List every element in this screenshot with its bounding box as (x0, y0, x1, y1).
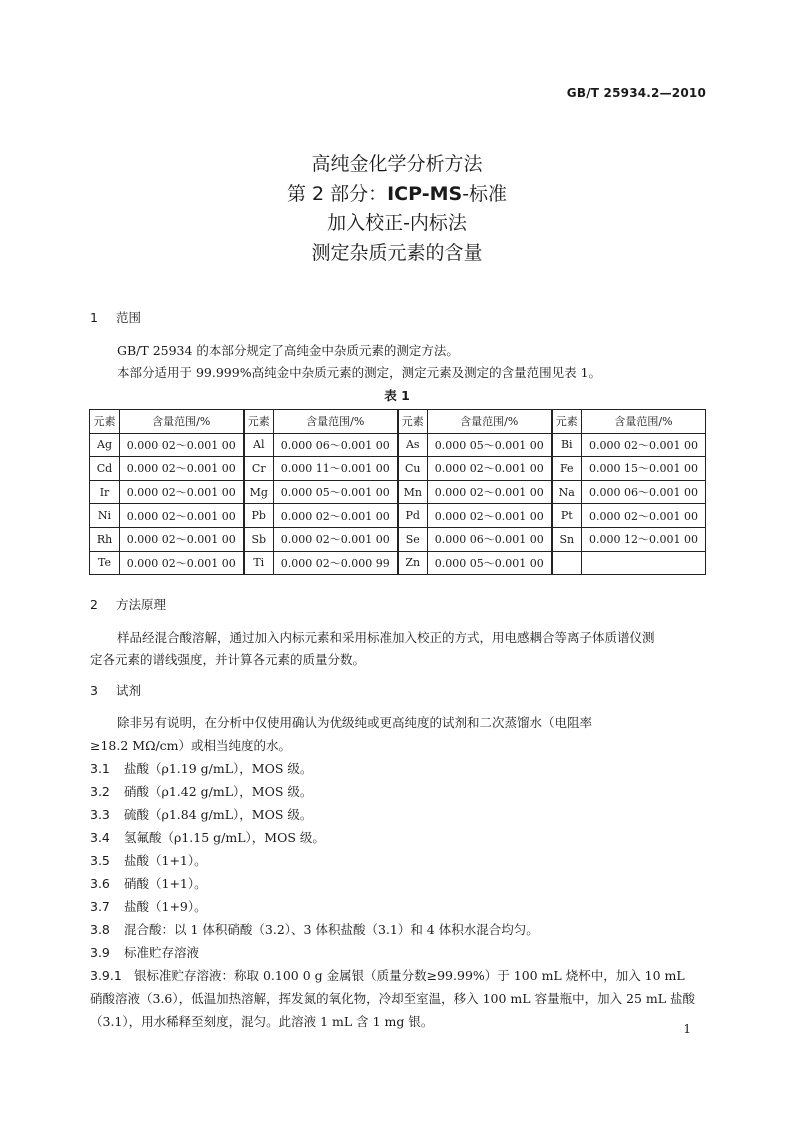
table-cell: 0.000 05～0.001 00 (428, 433, 552, 457)
table-cell (552, 551, 582, 575)
reagent-number: 3.9 (90, 945, 110, 960)
table-cell: Zn (398, 551, 428, 575)
reagent-item (90, 781, 705, 804)
section-1-number: 1 (90, 310, 98, 325)
reagent-item (90, 873, 705, 896)
reagent-item (90, 827, 705, 850)
reagent-text: 氢氟酸（ρ1.15 g/mL），MOS 级。 (124, 830, 325, 845)
table-cell: 0.000 06～0.001 00 (428, 527, 552, 551)
reagent-number: 3.4 (90, 830, 110, 845)
reagent-number: 3.2 (90, 784, 110, 799)
table-cell: Cu (398, 457, 428, 481)
table-cell: Pb (244, 504, 274, 528)
reagent-number: 3.5 (90, 853, 110, 868)
header-element-2: 元素 (244, 410, 274, 434)
header-element-1: 元素 (90, 410, 120, 434)
table-cell: Pd (398, 504, 428, 528)
table-row (90, 480, 706, 504)
table-cell: 0.000 05～0.001 00 (428, 551, 552, 575)
table-cell: 0.000 02～0.001 00 (120, 433, 244, 457)
table-cell: Te (90, 551, 120, 575)
section-2-number: 2 (90, 597, 98, 612)
header-range-3: 含量范围/% (428, 410, 552, 434)
title-part-prefix: 第 2 部分： (286, 182, 388, 205)
section-1-title: 范围 (116, 310, 142, 325)
table-cell: 0.000 05～0.001 00 (274, 480, 398, 504)
table-cell: Ni (90, 504, 120, 528)
table-cell (582, 551, 706, 575)
reagent-item (90, 804, 705, 827)
reagent-item (90, 942, 705, 965)
header-element-4: 元素 (552, 410, 582, 434)
reagent-item (90, 850, 705, 873)
reagent-text: 盐酸（ρ1.19 g/mL），MOS 级。 (124, 761, 313, 776)
table-row (90, 551, 706, 575)
title-part-method: ICP-MS (387, 182, 463, 205)
reagent-number: 3.7 (90, 899, 110, 914)
header-range-1: 含量范围/% (120, 410, 244, 434)
table-cell: 0.000 02～0.000 99 (274, 551, 398, 575)
reagent-text: 硝酸（ρ1.42 g/mL），MOS 级。 (124, 784, 313, 799)
title-part-suffix: -标准 (462, 182, 508, 205)
table-cell: Na (552, 480, 582, 504)
page-number: 1 (683, 1022, 691, 1036)
reagent-391-line-2: 硝酸溶液（3.6），低温加热溶解，挥发氮的氧化物，冷却至室温，移入 100 mL 容量瓶中，加入 25 mL 盐酸 (90, 991, 696, 1006)
header-element-3: 元素 (398, 410, 428, 434)
reagent-number: 3.1 (90, 761, 110, 776)
section-2-para-line-1: 样品经混合酸溶解，通过加入内标元素和采用标准加入校正的方式，用电感耦合等离子体质谱仪测 (117, 630, 655, 645)
reagent-number: 3.6 (90, 876, 110, 891)
title-line-1: 高纯金化学分析方法 (311, 153, 483, 175)
reagent-text: 盐酸（1+9）。 (124, 899, 207, 914)
table-cell: Cr (244, 457, 274, 481)
header-range-2: 含量范围/% (274, 410, 398, 434)
table-cell: Fe (552, 457, 582, 481)
reagent-text: 硫酸（ρ1.84 g/mL），MOS 级。 (124, 807, 313, 822)
table-cell: As (398, 433, 428, 457)
table-row (90, 504, 706, 528)
table-cell: Bi (552, 433, 582, 457)
table-cell: 0.000 02～0.001 00 (120, 551, 244, 575)
title-line-4: 测定杂质元素的含量 (311, 241, 483, 264)
table-cell: 0.000 02～0.001 00 (120, 457, 244, 481)
reagent-text: 盐酸（1+1）。 (124, 853, 207, 868)
section-3-number: 3 (90, 683, 98, 698)
table-cell: 0.000 02～0.001 00 (582, 504, 706, 528)
table-cell: 0.000 02～0.001 00 (428, 480, 552, 504)
table-cell: 0.000 02～0.001 00 (582, 433, 706, 457)
reagent-number: 3.3 (90, 807, 110, 822)
section-2-heading (90, 594, 705, 617)
reagent-text: 标准贮存溶液 (124, 945, 200, 960)
table-row (90, 457, 706, 481)
table-cell: Ir (90, 480, 120, 504)
table-cell: 0.000 02～0.001 00 (120, 504, 244, 528)
reagent-391-line-3: （3.1），用水稀释至刻度，混匀。此溶液 1 mL 含 1 mg 银。 (90, 1014, 434, 1029)
title-line-3: 加入校正-内标法 (327, 212, 467, 234)
reagent-item (90, 896, 705, 919)
section-3-intro-line-2: ≥18.2 MΩ/cm）或相当纯度的水。 (90, 738, 292, 753)
table-row (90, 527, 706, 551)
reagent-item (90, 758, 705, 781)
table-caption: 表 1 (384, 388, 410, 403)
table-cell: Mn (398, 480, 428, 504)
table-cell: Se (398, 527, 428, 551)
section-1-heading (90, 307, 705, 330)
section-1-para-1: GB/T 25934 的本部分规定了高纯金中杂质元素的测定方法。 (117, 343, 459, 358)
table-cell: Al (244, 433, 274, 457)
section-3-intro-line-1: 除非另有说明，在分析中仅使用确认为优级纯或更高纯度的试剂和二次蒸馏水（电阻率 (117, 715, 593, 730)
impurity-range-table (89, 409, 706, 575)
table-cell: 0.000 02～0.001 00 (428, 457, 552, 481)
table-cell: Cd (90, 457, 120, 481)
table-cell: Ag (90, 433, 120, 457)
section-2-para-line-2: 定各元素的谱线强度，并计算各元素的质量分数。 (90, 652, 366, 667)
table-cell: 0.000 11～0.001 00 (274, 457, 398, 481)
reagent-391-number: 3.9.1 (90, 968, 122, 983)
table-cell: 0.000 02～0.001 00 (428, 504, 552, 528)
section-1-para-2: 本部分适用于 99.999%高纯金中杂质元素的测定，测定元素及测定的含量范围见表 1。 (117, 365, 602, 380)
reagent-text: 硝酸（1+1）。 (124, 876, 207, 891)
reagent-text: 混合酸：以 1 体积硝酸（3.2）、3 体积盐酸（3.1）和 4 体积水混合均匀。 (124, 922, 539, 937)
table-header-row (90, 410, 706, 434)
table-cell: 0.000 06～0.001 00 (582, 480, 706, 504)
table-cell: 0.000 02～0.001 00 (274, 504, 398, 528)
table-cell: 0.000 15～0.001 00 (582, 457, 706, 481)
table-cell: 0.000 06～0.001 00 (274, 433, 398, 457)
table-cell: Pt (552, 504, 582, 528)
table-cell: Sb (244, 527, 274, 551)
table-cell: Sn (552, 527, 582, 551)
table-cell: 0.000 02～0.001 00 (120, 480, 244, 504)
table-cell: 0.000 02～0.001 00 (120, 527, 244, 551)
table-cell: Ti (244, 551, 274, 575)
document-title (0, 150, 794, 268)
table-cell: 0.000 12～0.001 00 (582, 527, 706, 551)
table-cell: Mg (244, 480, 274, 504)
section-3-title: 试剂 (116, 683, 142, 698)
table-row (90, 433, 706, 457)
section-2-title: 方法原理 (116, 597, 167, 612)
reagent-391-text-1: 银标准贮存溶液：称取 0.100 0 g 金属银（质量分数≥99.99%）于 100 mL 烧杯中，加入 10 mL (134, 968, 685, 983)
title-line-2 (0, 180, 794, 210)
table-cell: Rh (90, 527, 120, 551)
table-cell: 0.000 02～0.001 00 (274, 527, 398, 551)
section-3-heading (90, 680, 705, 703)
reagent-391-line-1 (90, 965, 705, 988)
reagent-item (90, 919, 705, 942)
header-range-4: 含量范围/% (582, 410, 706, 434)
reagent-number: 3.8 (90, 922, 110, 937)
standard-code: GB/T 25934.2—2010 (566, 86, 706, 100)
